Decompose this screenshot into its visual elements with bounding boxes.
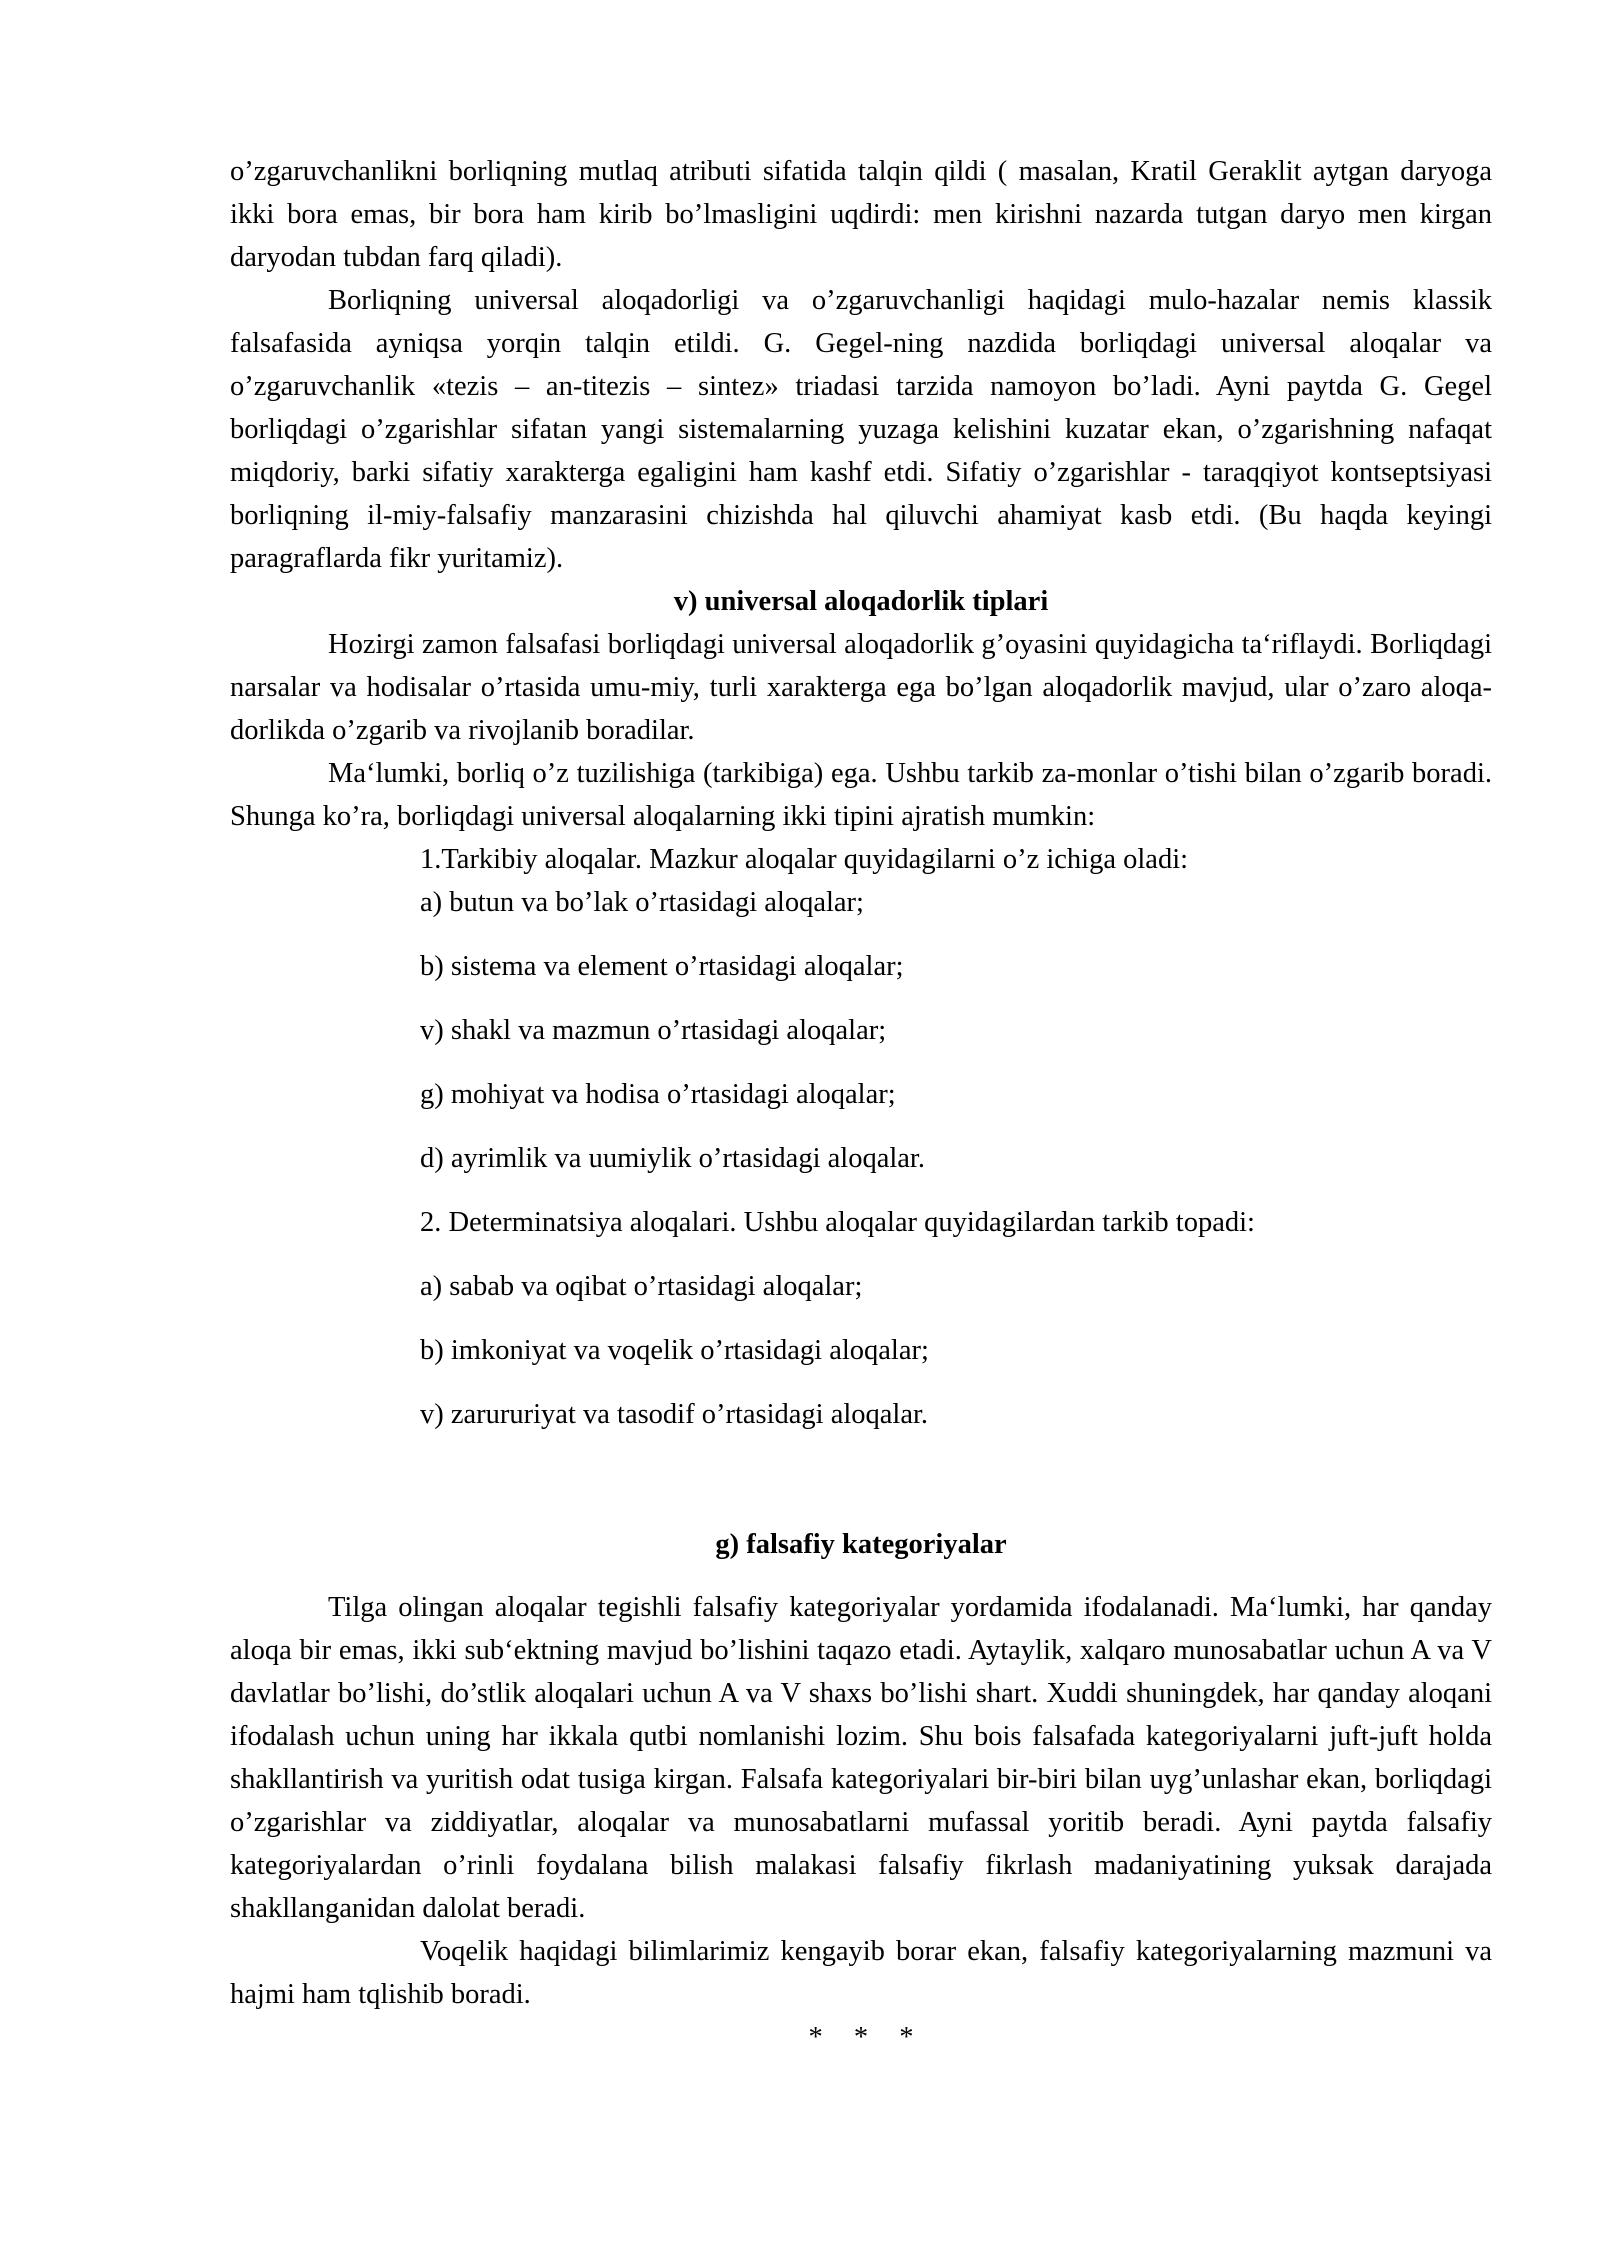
- list-item: d) ayrimlik va uumiylik o’rtasidagi aloqalar.: [420, 1143, 925, 1174]
- paragraph-hegel: Borliqning universal aloqadorligi va o’zgaruvchanligi haqidagi mulo-hazalar nemis klassik falsafasida ayniqsa yorqin talqin etildi. G. Gegel-ning nazdida borliqdagi universal aloqalar va o’zgaruvchanlik «tezis – an-titezis – sintez» triadasi tarzida namoyon bo’ladi. Ayni paytda G. Gegel borliqdagi o’zgarishlar sifatan yangi sistemalarning yuzaga kelishini kuzatar ekan, o’zgarishning nafaqat miqdoriy, barki sifatiy xarakterga egaligini ham kashf etdi. Sifatiy o’zgarishlar - taraqqiyot kontseptsiyasi borliqning il-miy-falsafiy manzarasini chizishda hal qiluvchi ahamiyat kasb etdi. (Bu haqda keyingi paragraflarda fikr yuritamiz).: [230, 285, 1492, 574]
- list-item: v) shakl va mazmun o’rtasidagi aloqalar;: [420, 1015, 887, 1046]
- spacer: [230, 1457, 1492, 1523]
- paragraph-knowledge: Voqelik haqidagi bilimlarimiz kengayib borar ekan, falsafiy kategoriyalarning mazmuni va hajmi ham tqlishib boradi.: [230, 1936, 1492, 2010]
- end-mark: * * *: [808, 2022, 926, 2053]
- paragraph-continuation: o’zgaruvchanlikni borliqning mutlaq atributi sifatida talqin qildi ( masalan, Kratil Geraklit aytgan daryoga ikki bora emas, bir bora ham kirib bo’lmasligini uqdirdi: men kirishni nazarda tutgan daryo men kirgan daryodan tubdan farq qiladi).: [230, 156, 1492, 273]
- list-item: v) zarururiyat va tasodif o’rtasidagi aloqalar.: [420, 1399, 929, 1430]
- list-item: a) butun va bo’lak o’rtasidagi aloqalar;: [420, 887, 864, 918]
- list-item: a) sabab va oqibat o’rtasidagi aloqalar;: [420, 1271, 863, 1302]
- list-heading-structural: 1.Tarkibiy aloqalar. Mazkur aloqalar quyidagilarni o’z ichiga oladi:: [420, 844, 1189, 875]
- list-determination-links: [230, 1201, 1492, 1436]
- section-heading-v: v) universal aloqadorlik tiplari: [673, 586, 1049, 617]
- paragraph-categories: Tilga olingan aloqalar tegishli falsafiy kategoriyalar yordamida ifodalanadi. Ma‘lumki, har qanday aloqa bir emas, ikki sub‘ektning mavjud bo’lishini taqazo etadi. Aytaylik, xalqaro munosabatlar uchun A va V davlatlar bo’lishi, do’stlik aloqalari uchun A va V shaxs bo’lishi shart. Xuddi shuningdek, har qanday aloqani ifodalash uchun uning har ikkala qutbi nomlanishi lozim. Shu bois falsafada kategoriyalarni juft-juft holda shakllantirish va yuritish odat tusiga kirgan. Falsafa kategoriyalari bir-biri bilan uyg’unlashar ekan, borliqdagi o’zgarishlar va ziddiyatlar, aloqalar va munosabatlarni mufassal yoritib beradi. Ayni paytda falsafiy kategoriyalardan o’rinli foydalana bilish malakasi falsafiy fikrlash madaniyatining yuksak darajada shakllanganidan dalolat beradi.: [230, 1592, 1492, 1924]
- paragraph-structure: Ma‘lumki, borliq o’z tuzilishiga (tarkibiga) ega. Ushbu tarkib za-monlar o’tishi bilan o’zgarib boradi. Shunga ko’ra, borliqdagi universal aloqalarning ikki tipini ajratish mumkin:: [230, 758, 1492, 832]
- list-item: b) imkoniyat va voqelik o’rtasidagi aloqalar;: [420, 1335, 929, 1366]
- list-heading-determination: 2. Determinatsiya aloqalari. Ushbu aloqalar quyidagilardan tarkib topadi:: [420, 1207, 1255, 1238]
- paragraph-modern-philosophy: Hozirgi zamon falsafasi borliqdagi universal aloqadorlik g’oyasini quyidagicha ta‘riflaydi. Borliqdagi narsalar va hodisalar o’rtasida umu-miy, turli xarakterga ega bo’lgan aloqadorlik mavjud, ular o’zaro aloqa-dorlikda o’zgarib va rivojlanib boradilar.: [230, 629, 1492, 746]
- list-item: g) mohiyat va hodisa o’rtasidagi aloqalar;: [420, 1079, 896, 1110]
- document-page: [230, 150, 1492, 2059]
- list-item: b) sistema va element o’rtasidagi aloqalar;: [420, 951, 904, 982]
- list-structural-links: [230, 838, 1492, 1180]
- section-heading-g: g) falsafiy kategoriyalar: [715, 1529, 1007, 1560]
